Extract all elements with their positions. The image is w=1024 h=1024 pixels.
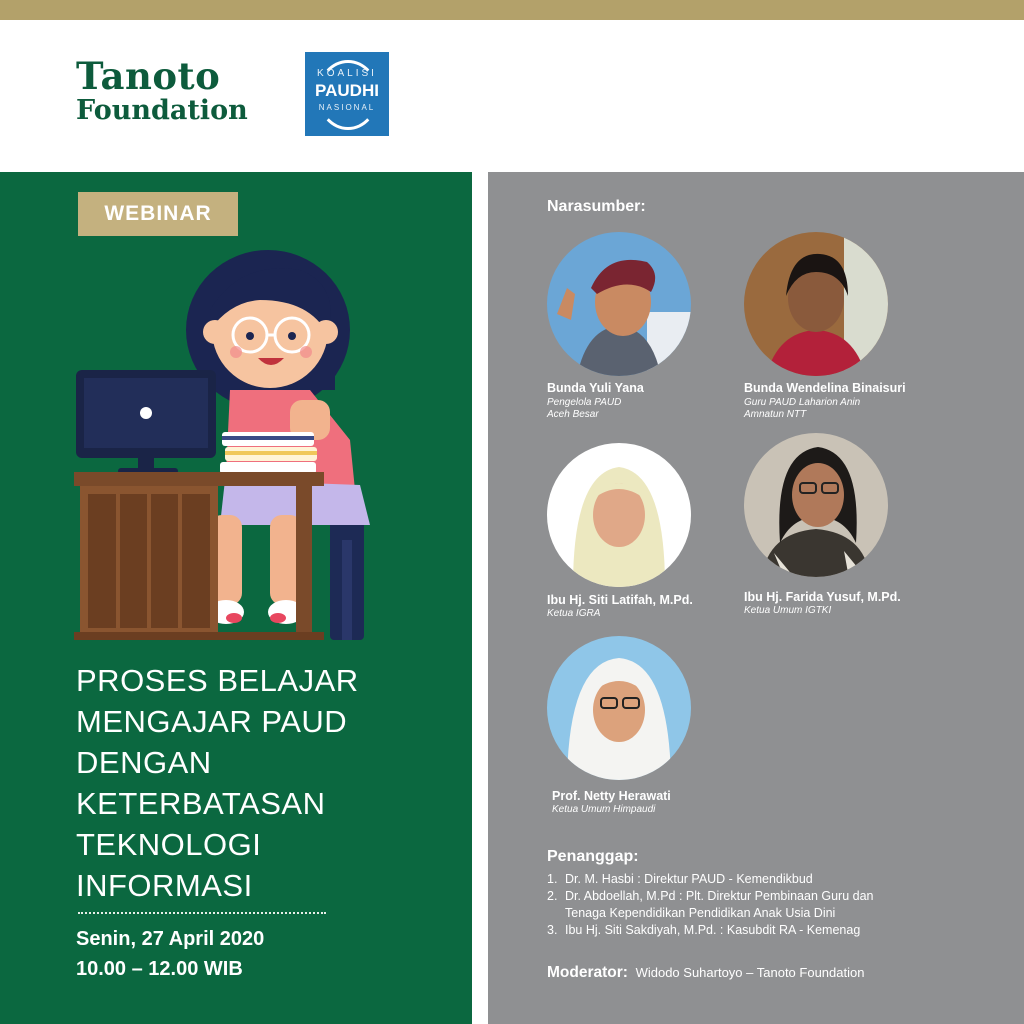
dotted-divider [78, 912, 326, 914]
speaker-role-1: Aceh Besar [547, 409, 599, 420]
list-text-continued: Tenaga Kependidikan Pendidikan Anak Usia Dini [565, 906, 836, 920]
speaker-photo-3 [547, 443, 691, 587]
speaker-role-2: Guru PAUD Laharion Anin [744, 397, 861, 408]
event-title [76, 660, 456, 906]
list-item [547, 922, 1007, 939]
speakers-heading: Narasumber: [547, 198, 646, 215]
responders-heading: Penanggap: [547, 848, 639, 865]
list-item [547, 888, 1007, 905]
speaker-name-1: Bunda Yuli Yana [547, 381, 644, 395]
logo-line-2: Foundation [76, 95, 248, 126]
speaker-photo-4 [744, 433, 888, 577]
title-line: INFORMASI [76, 868, 253, 903]
list-number: 3. [547, 923, 558, 937]
list-text: Dr. M. Hasbi : Direktur PAUD - Kemendikbud [565, 872, 813, 886]
speaker-photo-1 [547, 232, 691, 376]
list-item [547, 871, 1007, 888]
list-number: 1. [547, 872, 558, 886]
speaker-role-2: Amnatun NTT [744, 409, 807, 420]
speaker-role-5: Ketua Umum Himpaudi [552, 804, 656, 815]
moderator-name: Widodo Suhartoyo – Tanoto Foundation [635, 965, 865, 980]
moderator-line [547, 964, 864, 982]
tanoto-foundation-logo [76, 54, 248, 126]
list-text: Ibu Hj. Siti Sakdiyah, M.Pd. : Kasubdit RA - Kemenag [565, 923, 861, 937]
list-text: Dr. Abdoellah, M.Pd : Plt. Direktur Pembinaan Guru dan [565, 889, 874, 903]
speaker-role-4: Ketua Umum IGTKI [744, 605, 832, 616]
speaker-name-3: Ibu Hj. Siti Latifah, M.Pd. [547, 593, 693, 607]
title-line: KETERBATASAN [76, 786, 326, 821]
event-date: Senin, 27 April 2020 [76, 928, 265, 950]
moderator-label: Moderator: [547, 964, 628, 981]
speaker-role-3: Ketua IGRA [547, 608, 601, 619]
title-line: PROSES BELAJAR [76, 663, 359, 698]
paudhi-logo-line-1: KOALISI [317, 68, 377, 79]
top-accent-band [0, 0, 1024, 20]
event-time: 10.00 – 12.00 WIB [76, 958, 243, 980]
speaker-name-4: Ibu Hj. Farida Yusuf, M.Pd. [744, 590, 901, 604]
speaker-name-5: Prof. Netty Herawati [552, 789, 671, 803]
paudhi-logo-line-3: NASIONAL [318, 103, 376, 112]
title-line: DENGAN [76, 745, 212, 780]
title-line: MENGAJAR PAUD [76, 704, 348, 739]
paudhi-logo-line-2: PAUDHI [315, 81, 379, 100]
panel-divider [472, 172, 488, 1024]
girl-at-computer-illustration [60, 240, 400, 660]
speaker-role-1: Pengelola PAUD [547, 397, 622, 408]
speaker-photo-2 [744, 232, 888, 376]
title-line: TEKNOLOGI [76, 827, 262, 862]
responders-list [547, 871, 1007, 939]
paudhi-logo [305, 52, 389, 136]
speaker-photo-5 [547, 636, 691, 780]
list-number: 2. [547, 889, 558, 903]
webinar-badge: WEBINAR [78, 192, 238, 236]
logo-line-1: Tanoto [76, 54, 221, 98]
speaker-name-2: Bunda Wendelina Binaisuri [744, 381, 906, 395]
